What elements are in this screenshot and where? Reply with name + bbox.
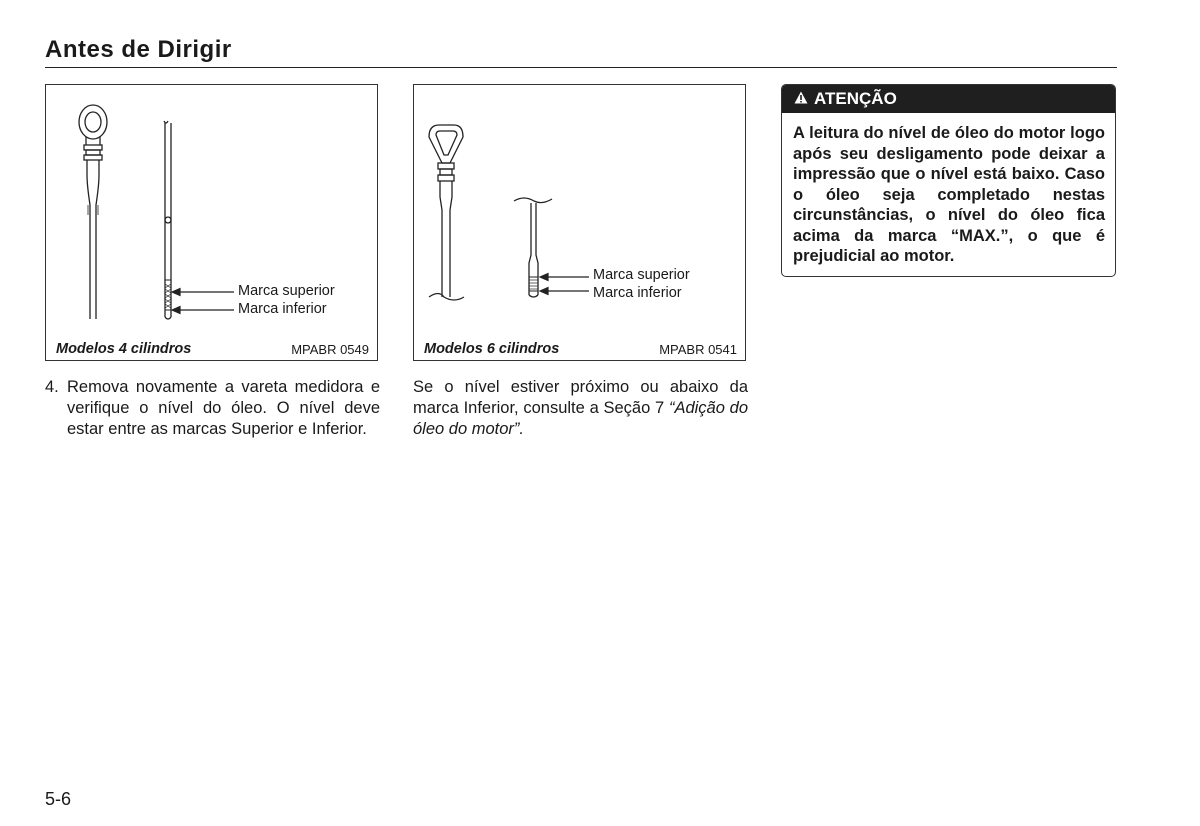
step-4: [45, 377, 380, 440]
section-reference: “Adição do óleo do motor”: [413, 399, 748, 438]
warning-triangle-icon: [794, 89, 808, 109]
step-number: 4.: [45, 378, 59, 396]
step-text: Remova novamente a vareta medidora e verifique o nível do óleo. O nível deve estar entre as marcas Superior e Inferior.: [67, 378, 380, 438]
paragraph-text: Se o nível estiver próximo ou abaixo da marca Inferior, consulte a Seção 7: [413, 378, 748, 417]
page-title: Antes de Dirigir: [45, 36, 232, 63]
figure-caption: Modelos 4 cilindros: [56, 341, 192, 357]
oil-level-paragraph: [413, 377, 748, 440]
label-lower-mark: Marca inferior: [238, 301, 327, 317]
figure-code: MPABR 0549: [291, 342, 369, 357]
label-upper-mark: Marca superior: [593, 267, 690, 283]
header-divider: [45, 67, 1117, 68]
figure-4-cylinder: [45, 84, 378, 361]
figure-caption: Modelos 6 cilindros: [424, 341, 560, 357]
warning-text: A leitura do nível de óleo do motor logo após seu desligamento pode deixar a impressão que o nível está baixo. Caso o óleo seja completado nestas circunstâncias, o nível do óleo fica acima da marca “MAX.”, o que é prejudicial ao motor.: [793, 124, 1105, 265]
label-upper-mark: Marca superior: [238, 283, 335, 299]
warning-box: [781, 84, 1116, 277]
dipstick-6-cylinder-illustration: [414, 85, 747, 362]
figure-6-cylinder: [413, 84, 746, 361]
page-number: 5-6: [45, 789, 72, 809]
warning-title: ATENÇÃO: [814, 89, 897, 108]
figure-code: MPABR 0541: [659, 342, 737, 357]
dipstick-4-cylinder-illustration: [46, 85, 379, 362]
paragraph-end: .: [519, 420, 524, 438]
warning-header: [782, 85, 1115, 113]
label-lower-mark: Marca inferior: [593, 285, 682, 301]
